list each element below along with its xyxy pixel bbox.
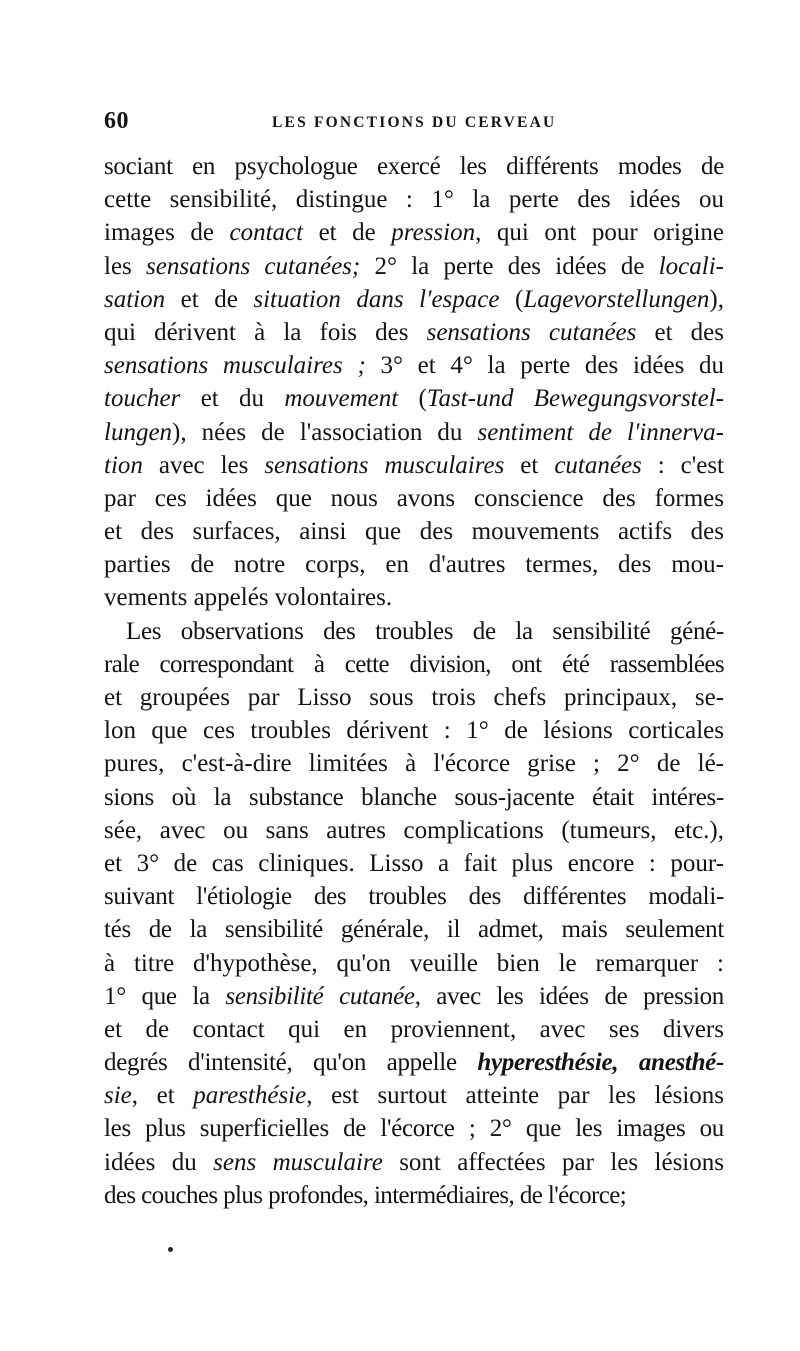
text-line	[104, 581, 724, 614]
running-title: LES FONCTIONS DU CERVEAU	[272, 114, 557, 131]
text-run: , et	[131, 1082, 194, 1110]
text-run: (	[499, 285, 524, 313]
text-run: et des surfaces, ainsi que des mouvements actifs des	[104, 518, 724, 546]
italic-term: hyperesthésie, anesthé-	[477, 1049, 724, 1077]
text-line	[104, 416, 724, 449]
text-line	[104, 947, 724, 980]
text-run: pures, c'est-à-dire limitées à l'écorce grise ; 2° de lé-	[104, 750, 724, 778]
text-line	[104, 316, 724, 349]
text-line	[104, 847, 724, 880]
italic-term: paresthésie	[193, 1082, 307, 1110]
text-run: idées du	[104, 1148, 214, 1176]
text-run: avec les	[142, 451, 265, 479]
text-run: 2° la perte des idées de	[360, 252, 659, 280]
italic-term: mouvement	[284, 385, 399, 413]
text-run: et de	[303, 219, 392, 247]
text-run: vements appelés volontaires.	[104, 584, 393, 612]
text-run: des couches plus profondes, intermédiaires, de l'écorce;	[104, 1181, 627, 1209]
text-run: et des	[636, 318, 724, 346]
text-run: à titre d'hypothèse, qu'on veuille bien le remarquer :	[104, 949, 724, 977]
text-run: et du	[180, 385, 285, 413]
text-line	[104, 1079, 724, 1112]
text-line	[104, 382, 724, 415]
text-run: tés de la sensibilité générale, il admet, mais seulement	[104, 916, 724, 944]
text-run: et groupées par Lisso sous trois chefs principaux, se-	[104, 684, 724, 711]
italic-term: sentiment de l'innerva-	[477, 418, 724, 446]
text-run: et de	[165, 285, 254, 313]
text-line	[104, 250, 724, 283]
text-run: les plus superficielles de l'écorce ; 2° que les images ou	[104, 1115, 724, 1143]
text-run: sée, avec ou sans autres complications (tumeurs, etc.),	[104, 816, 724, 844]
text-run: : c'est	[641, 451, 725, 479]
text-line	[104, 515, 724, 548]
text-run: , est surtout atteinte par les lésions	[306, 1082, 724, 1110]
text-line	[104, 216, 724, 249]
text-run: lon que ces troubles dérivent : 1° de lésions corticales	[104, 717, 724, 745]
italic-term: contact	[229, 219, 304, 247]
text-run: sociant en psychologue exercé les différents modes de	[104, 153, 724, 180]
italic-term: pression	[391, 219, 476, 247]
text-line	[104, 1146, 724, 1179]
italic-term: sation	[104, 285, 166, 313]
italic-term: sie	[104, 1082, 132, 1110]
text-line	[104, 980, 724, 1013]
page-number: 60	[104, 108, 129, 134]
text-run: 1° que la	[104, 982, 226, 1010]
text-run: ),	[709, 285, 724, 313]
text-run: sions où la substance blanche sous-jacente était intéres-	[104, 783, 724, 811]
text-run: parties de notre corps, en d'autres termes, des mou-	[104, 551, 724, 579]
italic-term: sens musculaire	[213, 1148, 383, 1176]
text-line	[104, 349, 724, 382]
italic-term: toucher	[104, 385, 181, 413]
text-run: images de	[104, 219, 230, 247]
italic-term: sensations musculaires	[264, 451, 505, 479]
text-run: qui dérivent à la fois des	[104, 318, 427, 346]
text-line	[104, 681, 724, 714]
text-run: et 3° de cas cliniques. Lisso a fait plus encore : pour-	[104, 849, 724, 877]
italic-term: tion	[104, 451, 143, 479]
italic-term: situation dans l'espace	[253, 285, 500, 313]
italic-term: Tast-und Bewegungsvorstel-	[426, 385, 724, 413]
text-line	[104, 449, 724, 482]
text-line	[104, 781, 724, 814]
text-line	[104, 482, 724, 515]
text-run: , avec les idées de pression	[414, 982, 725, 1010]
text-line	[104, 880, 724, 913]
text-line	[104, 1013, 724, 1046]
text-run: ), nées de l'association du	[172, 418, 478, 446]
text-line	[104, 1046, 724, 1079]
italic-term: Lagevorstellungen	[523, 285, 710, 313]
text-line	[104, 913, 724, 946]
text-run: sont affectées par les lésions	[382, 1148, 724, 1176]
text-line	[104, 1179, 724, 1212]
text-line	[104, 814, 724, 847]
text-run: suivant l'étiologie des troubles des différentes modali-	[104, 883, 724, 911]
italic-term: locali-	[658, 252, 724, 280]
text-run: 3° et 4° la perte des idées du	[365, 352, 724, 380]
text-line	[104, 747, 724, 780]
italic-term: sensibilité cutanée	[225, 982, 415, 1010]
italic-term: cutanées	[554, 451, 642, 479]
italic-term: lungen	[104, 418, 173, 446]
ink-speck	[168, 1247, 173, 1252]
italic-term: sensations cutanées;	[146, 252, 361, 280]
italic-term: sensations musculaires ;	[104, 352, 366, 380]
text-line	[104, 283, 724, 316]
body-text	[104, 150, 724, 1212]
text-line	[104, 615, 724, 648]
italic-term: sensations cutanées	[426, 318, 637, 346]
text-run: , qui ont pour origine	[475, 219, 725, 247]
running-head	[104, 108, 724, 138]
text-line	[104, 183, 724, 216]
text-run: et	[504, 451, 555, 479]
text-run: (	[398, 385, 427, 413]
text-run: cette sensibilité, distingue : 1° la perte des idées ou	[104, 186, 724, 214]
text-run: les	[104, 252, 147, 280]
text-run: Les observations des troubles de la sensibilité géné-	[126, 617, 724, 645]
text-line	[104, 1112, 724, 1145]
text-run: degrés d'intensité, qu'on appelle	[104, 1049, 478, 1077]
text-run: et de contact qui en proviennent, avec ses divers	[104, 1015, 724, 1043]
text-line	[104, 714, 724, 747]
text-run: par ces idées que nous avons conscience des formes	[104, 484, 724, 512]
text-line	[104, 150, 724, 183]
text-line	[104, 548, 724, 581]
text-run: rale correspondant à cette division, ont été rassemblées	[104, 650, 724, 678]
text-line	[104, 648, 724, 681]
